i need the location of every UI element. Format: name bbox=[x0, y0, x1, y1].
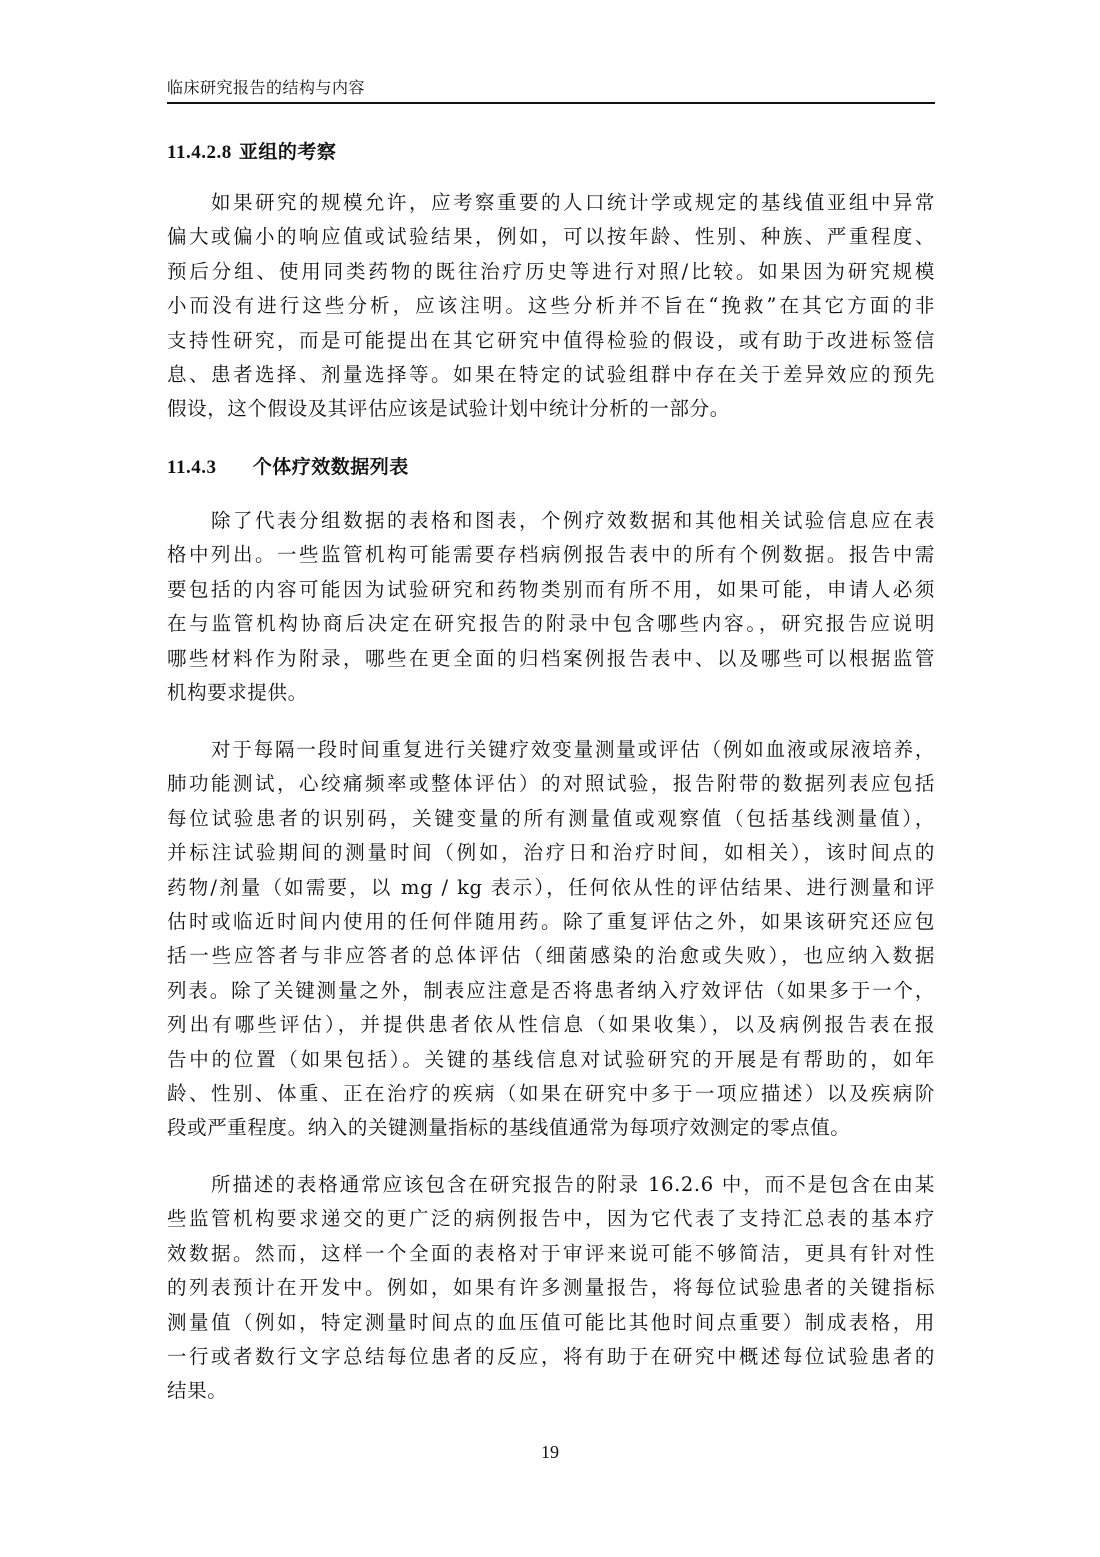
text-line: 测量值（例如，特定测量时间点的血压值可能比其他时间点重要）制成表格，用 bbox=[167, 1310, 935, 1334]
text-line: 小而没有进行这些分析，应该注明。这些分析并不旨在“挽救”在其它方面的非 bbox=[167, 294, 935, 318]
header-title: 临床研究报告的结构与内容 bbox=[167, 78, 366, 97]
paragraph-individual-efficacy-2 bbox=[167, 733, 935, 1146]
text-line: 除了代表分组数据的表格和图表，个例疗效数据和其他相关试验信息应在表 bbox=[211, 509, 935, 532]
text-line: 预后分组、使用同类药物的既往治疗历史等进行对照/比较。如果因为研究规模 bbox=[167, 259, 935, 283]
text-line: 括一些应答者与非应答者的总体评估（细菌感染的治愈或失败），也应纳入数据 bbox=[167, 944, 935, 968]
section-number: 11.4.3 bbox=[167, 457, 217, 478]
text-line: 所描述的表格通常应该包含在研究报告的附录 16.2.6 中，而不是包含在由某 bbox=[211, 1173, 935, 1196]
text-line: 结果。 bbox=[167, 1379, 228, 1403]
text-line: 效数据。然而，这样一个全面的表格对于审评来说可能不够简洁，更具有针对性 bbox=[167, 1241, 935, 1265]
section-number: 11.4.2.8 bbox=[167, 142, 232, 163]
text-line: 肺功能测试，心绞痛频率或整体评估）的对照试验，报告附带的数据列表应包括 bbox=[167, 772, 935, 796]
text-line: 龄、性别、体重、正在治疗的疾病（如果在研究中多于一项应描述）以及疾病阶 bbox=[167, 1082, 935, 1106]
text-line: 告中的位置（如果包括）。关键的基线信息对试验研究的开展是有帮助的，如年 bbox=[167, 1047, 935, 1071]
text-line: 估时或临近时间内使用的任何伴随用药。除了重复评估之外，如果该研究还应包 bbox=[167, 910, 935, 934]
text-line: 哪些材料作为附录，哪些在更全面的归档案例报告表中、以及哪些可以根据监管 bbox=[167, 646, 935, 670]
running-header bbox=[167, 78, 935, 104]
text-line: 机构要求提供。 bbox=[167, 681, 308, 705]
section-heading-individual-efficacy bbox=[167, 455, 409, 480]
text-line: 息、患者选择、剂量选择等。如果在特定的试验组群中存在关于差异效应的预先 bbox=[167, 363, 935, 387]
text-line: 在与监管机构协商后决定在研究报告的附录中包含哪些内容。，研究报告应说明 bbox=[167, 612, 935, 636]
text-line: 支持性研究，而是可能提出在其它研究中值得检验的假设，或有助于改进标签信 bbox=[167, 328, 935, 352]
paragraph-individual-efficacy-3 bbox=[167, 1168, 935, 1409]
text-line: 偏大或偏小的响应值或试验结果，例如，可以按年龄、性别、种族、严重程度、 bbox=[167, 225, 935, 249]
paragraph-subgroup bbox=[167, 186, 935, 427]
section-title: 个体疗效数据列表 bbox=[252, 456, 409, 478]
text-line: 并标注试验期间的测量时间（例如，治疗日和治疗时间，如相关），该时间点的 bbox=[167, 841, 935, 865]
section-title: 亚组的考察 bbox=[238, 141, 337, 163]
text-line: 列表。除了关键测量之外，制表应注意是否将患者纳入疗效评估（如果多于一个， bbox=[167, 978, 935, 1002]
text-line: 每位试验患者的识别码，关键变量的所有测量值或观察值（包括基线测量值）， bbox=[167, 806, 935, 830]
text-line: 段或严重程度。纳入的关键测量指标的基线值通常为每项疗效测定的零点值。 bbox=[167, 1116, 851, 1140]
text-line: 要包括的内容可能因为试验研究和药物类别而有所不用，如果可能，申请人必须 bbox=[167, 577, 935, 601]
text-line: 如果研究的规模允许，应考察重要的人口统计学或规定的基线值亚组中异常 bbox=[211, 191, 935, 214]
text-line: 的列表预计在开发中。例如，如果有许多测量报告，将每位试验患者的关键指标 bbox=[167, 1276, 935, 1300]
text-line: 格中列出。一些监管机构可能需要存档病例报告表中的所有个例数据。报告中需 bbox=[167, 543, 935, 567]
page-number: 19 bbox=[541, 1442, 559, 1462]
text-line: 对于每隔一段时间重复进行关键疗效变量测量或评估（例如血液或尿液培养， bbox=[211, 738, 935, 761]
section-heading-subgroup bbox=[167, 140, 336, 165]
text-line: 些监管机构要求递交的更广泛的病例报告中，因为它代表了支持汇总表的基本疗 bbox=[167, 1207, 935, 1231]
text-line: 假设，这个假设及其评估应该是试验计划中统计分析的一部分。 bbox=[167, 397, 730, 421]
text-line: 列出有哪些评估），并提供患者依从性信息（如果收集），以及病例报告表在报 bbox=[167, 1013, 935, 1037]
text-line: 一行或者数行文字总结每位患者的反应，将有助于在研究中概述每位试验患者的 bbox=[167, 1345, 935, 1369]
text-line: 药物/剂量（如需要，以 mg / kg 表示），任何依从性的评估结果、进行测量和评 bbox=[167, 875, 935, 899]
paragraph-individual-efficacy-1 bbox=[167, 504, 935, 710]
